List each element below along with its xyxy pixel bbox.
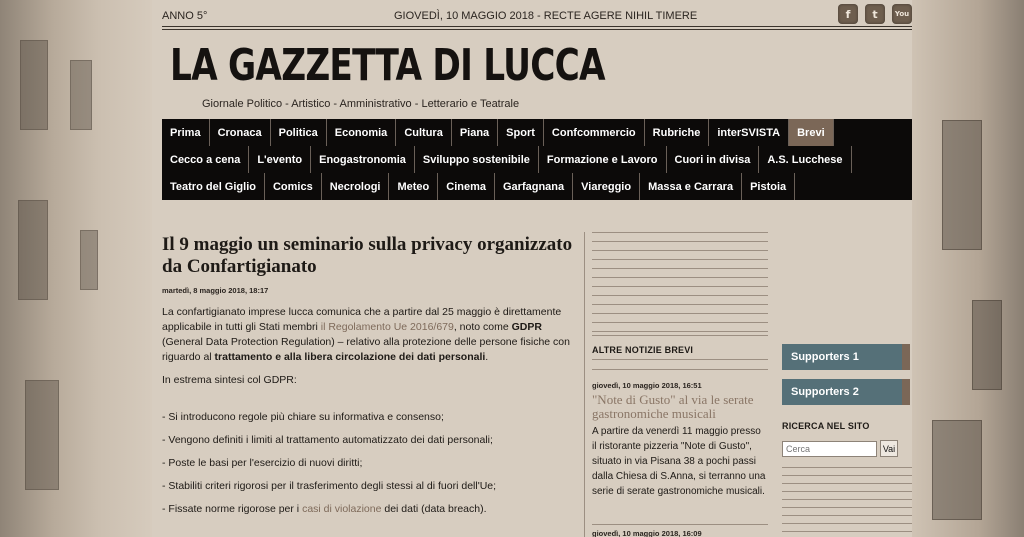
nav-item-massa-e-carrara[interactable]: Massa e Carrara: [640, 173, 742, 200]
top-rule: [162, 26, 912, 27]
nav-item-enogastronomia[interactable]: Enogastronomia: [311, 146, 415, 173]
background-left: [0, 0, 152, 537]
nav-item-sviluppo-sostenibile[interactable]: Sviluppo sostenibile: [415, 146, 539, 173]
article-date: martedì, 8 maggio 2018, 18:17: [162, 286, 269, 295]
top-rule-2: [162, 29, 912, 30]
decorative-lines: [782, 467, 912, 537]
nav-item-cuori-in-divisa[interactable]: Cuori in divisa: [667, 146, 760, 173]
nav-item-levento[interactable]: L'evento: [249, 146, 311, 173]
supporters-1-button[interactable]: Supporters 1: [782, 344, 910, 370]
youtube-icon[interactable]: You: [892, 4, 912, 24]
nav-row-2: [162, 146, 852, 173]
nav-item-necrologi[interactable]: Necrologi: [322, 173, 390, 200]
nav-item-brevi[interactable]: Brevi: [789, 119, 834, 146]
nav-item-confcommercio[interactable]: Confcommercio: [544, 119, 645, 146]
nav-item-cronaca[interactable]: Cronaca: [210, 119, 271, 146]
social-links: [838, 4, 912, 24]
article-paragraph: In estrema sintesi col GDPR:: [162, 374, 297, 386]
news-date: giovedì, 10 maggio 2018, 16:09: [592, 529, 702, 537]
nav-item-as-lucchese[interactable]: A.S. Lucchese: [759, 146, 851, 173]
nav-item-rubriche[interactable]: Rubriche: [645, 119, 710, 146]
background-right: [912, 0, 1024, 537]
article-bullet: - Stabiliti criteri rigorosi per il trasferimento degli stessi al di fuori dell'Ue;: [162, 480, 497, 492]
article-bullet: - Fissate norme rigorose per i casi di violazione dei dati (data breach).: [162, 503, 487, 515]
nav-item-formazione-e-lavoro[interactable]: Formazione e Lavoro: [539, 146, 667, 173]
search-input[interactable]: [782, 441, 877, 457]
top-bar: [162, 8, 912, 26]
page-container: [152, 0, 912, 537]
masthead-subtitle: Giornale Politico - Artistico - Amministrativo - Letterario e Teatrale: [202, 98, 520, 110]
nav-item-comics[interactable]: Comics: [265, 173, 322, 200]
nav-row-3: [162, 173, 795, 200]
news-summary: A partire da venerdì 11 maggio presso il ristorante pizzeria "Note di Gusto", situato in via Pisana 38 a pochi passi dalla Chiesa di S.Anna, si terranno una serie di serate gastronomiche musicali.: [592, 426, 766, 497]
decorative-lines: [592, 232, 768, 340]
masthead-logo[interactable]: LA GAZZETTA DI LUCCA: [170, 40, 605, 91]
supporters-2-button[interactable]: Supporters 2: [782, 379, 910, 405]
search-button[interactable]: Vai: [880, 440, 898, 457]
search-heading: RICERCA NEL SITO: [782, 421, 870, 431]
nav-row-1: [162, 119, 834, 146]
nav-item-cultura[interactable]: Cultura: [396, 119, 452, 146]
nav-item-intersvista[interactable]: interSVISTA: [709, 119, 789, 146]
nav-item-garfagnana[interactable]: Garfagnana: [495, 173, 573, 200]
section-rule: [592, 524, 768, 525]
nav-item-piana[interactable]: Piana: [452, 119, 498, 146]
news-title-link[interactable]: "Note di Gusto" al via le serate gastronomiche musicali: [592, 392, 754, 421]
article-bullet: - Vengono definiti i limiti al trattamento automatizzato dei dati personali;: [162, 434, 493, 446]
nav-item-viareggio[interactable]: Viareggio: [573, 173, 640, 200]
main-navigation: [162, 119, 912, 200]
article-title: Il 9 maggio un seminario sulla privacy organizzato da Confartigianato: [162, 234, 573, 277]
article-bullet: - Poste le basi per l'esercizio di nuovi diritti;: [162, 457, 363, 469]
regolamento-link[interactable]: il Regolamento Ue 2016/679: [320, 321, 454, 333]
nav-item-cinema[interactable]: Cinema: [438, 173, 495, 200]
section-rule: [592, 359, 768, 360]
dateline: GIOVEDÌ, 10 MAGGIO 2018 - RECTE AGERE NIHIL TIMERE: [394, 10, 698, 22]
section-rule: [592, 369, 768, 370]
nav-item-cecco-a-cena[interactable]: Cecco a cena: [162, 146, 249, 173]
violazione-link[interactable]: casi di violazione: [302, 503, 382, 515]
nav-item-teatro-del-giglio[interactable]: Teatro del Giglio: [162, 173, 265, 200]
nav-item-meteo[interactable]: Meteo: [389, 173, 438, 200]
nav-item-economia[interactable]: Economia: [327, 119, 397, 146]
spacer: [162, 396, 582, 402]
news-date: giovedì, 10 maggio 2018, 16:51: [592, 381, 702, 390]
article-bullet: - Si introducono regole più chiare su informativa e consenso;: [162, 411, 444, 423]
section-rule: [592, 335, 768, 336]
issue-year: ANNO 5°: [162, 10, 208, 22]
nav-item-sport[interactable]: Sport: [498, 119, 544, 146]
altre-notizie-heading: ALTRE NOTIZIE BREVI: [592, 345, 694, 355]
article-paragraph: La confartigianato imprese lucca comunica che a partire dal 25 maggio è direttamente applicabile in tutti gli Stati membri il Regolamento Ue 2016/679, noto come GDPR (General Data Protection Regulation) – relativo alla protezione delle persone fisiche con riguardo al trattamento e alla libera circolazione dei dati personali.: [162, 306, 570, 363]
nav-item-pistoia[interactable]: Pistoia: [742, 173, 795, 200]
nav-item-prima[interactable]: Prima: [162, 119, 210, 146]
article-body: [162, 305, 582, 525]
nav-item-politica[interactable]: Politica: [271, 119, 327, 146]
column-divider: [584, 232, 585, 537]
twitter-icon[interactable]: t: [865, 4, 885, 24]
facebook-icon[interactable]: f: [838, 4, 858, 24]
